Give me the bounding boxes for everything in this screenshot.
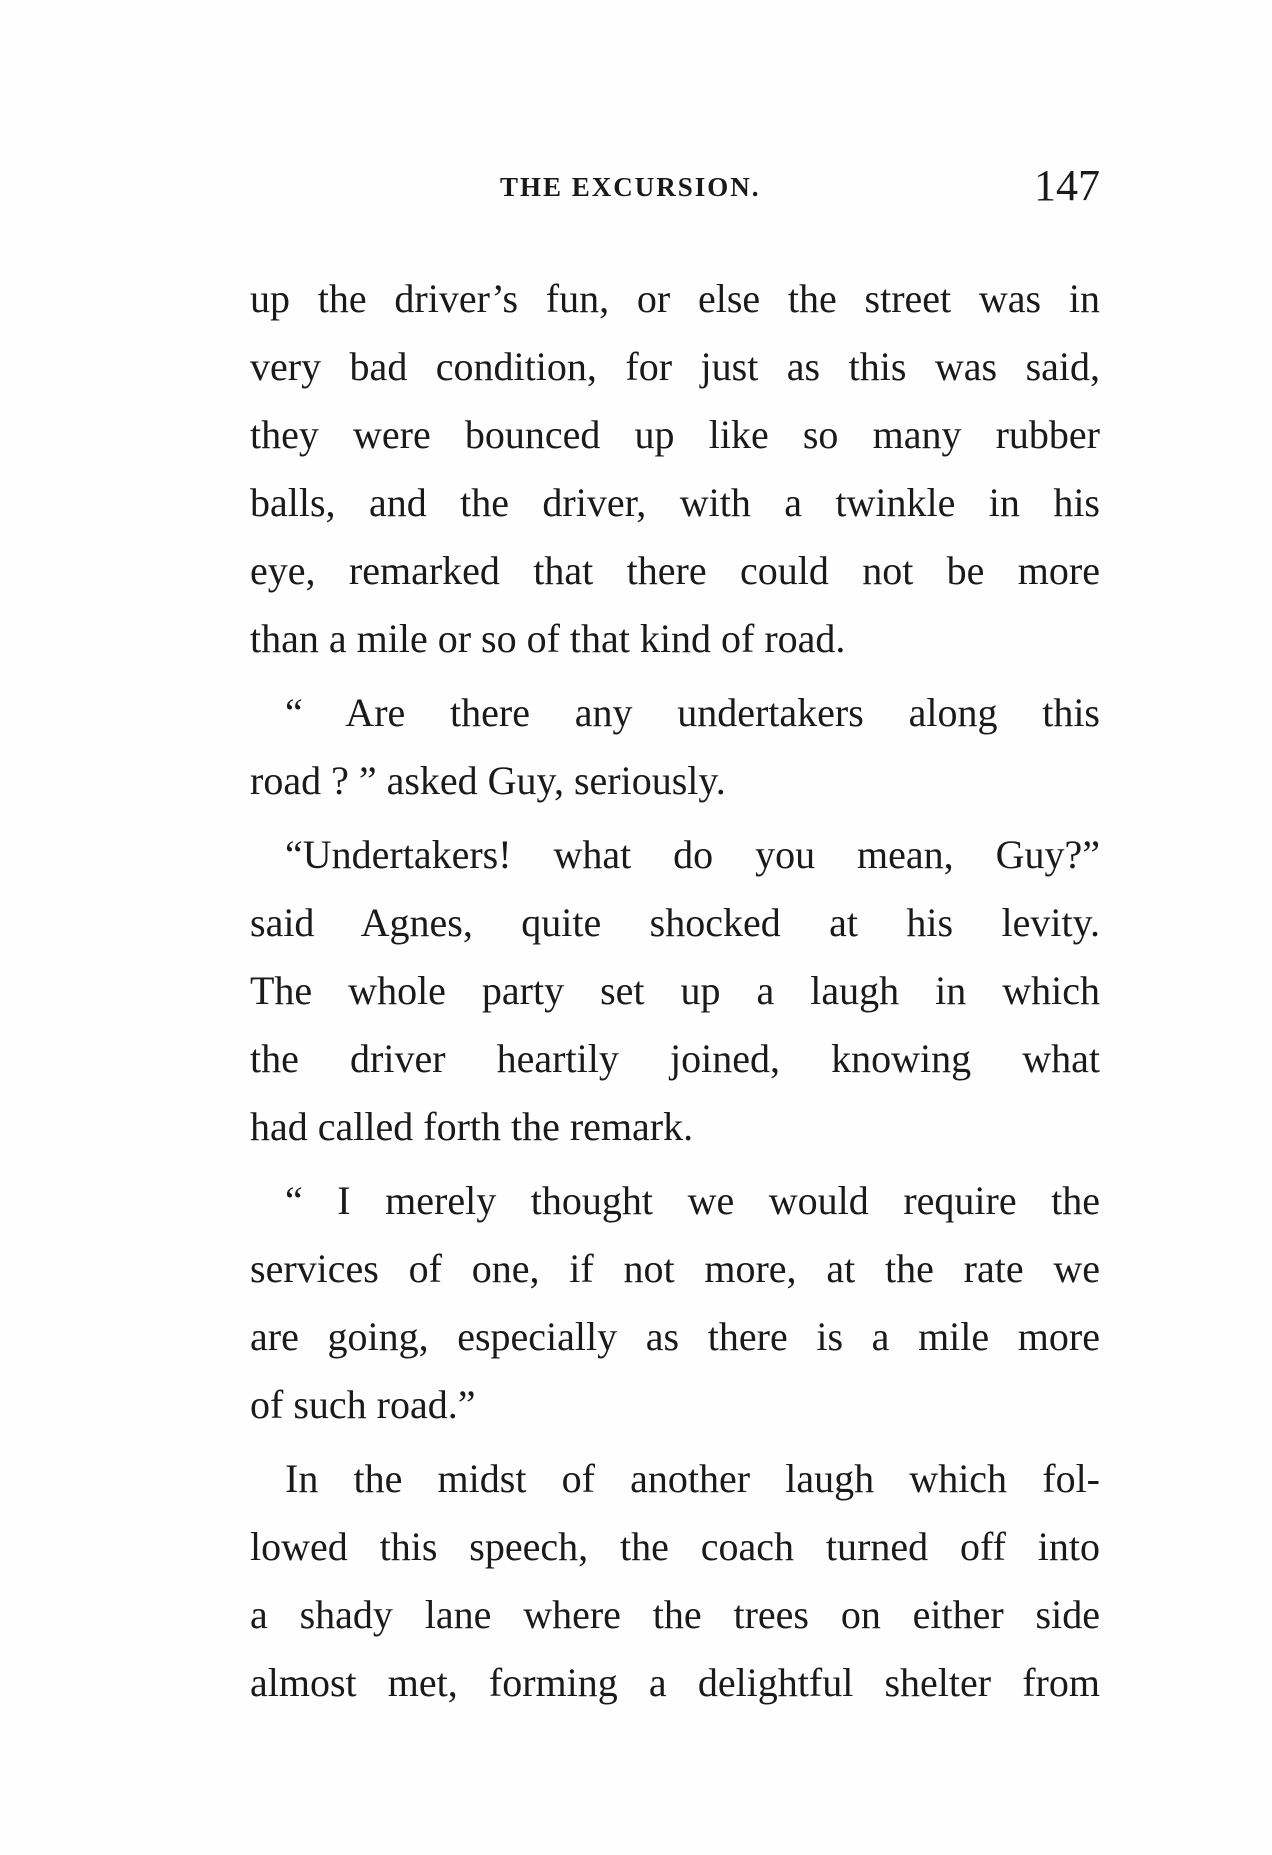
text-line: “ Are there any undertakers along this (285, 690, 1100, 735)
text-line: the driver heartily joined, knowing what (250, 1036, 1100, 1081)
body-text (250, 265, 1100, 1717)
text-line: In the midst of another laugh which fol- (285, 1456, 1100, 1501)
text-line: “Undertakers! what do you mean, Guy?” (285, 832, 1100, 877)
text-line: they were bounced up like so many rubber (250, 412, 1100, 457)
text-line: of such road.” (250, 1382, 476, 1427)
running-title: THE EXCURSION. (500, 172, 761, 202)
text-line: are going, especially as there is a mile more (250, 1314, 1100, 1359)
text-line: than a mile or so of that kind of road. (250, 616, 846, 661)
paragraph (250, 1167, 1100, 1439)
paragraph (250, 679, 1100, 815)
text-line: very bad condition, for just as this was said, (250, 344, 1100, 389)
text-line: a shady lane where the trees on either side (250, 1592, 1100, 1637)
running-head (250, 160, 1100, 210)
text-line: road ? ” asked Guy, seriously. (250, 758, 726, 803)
text-line: The whole party set up a laugh in which (250, 968, 1100, 1013)
paragraph (250, 821, 1100, 1161)
text-line: almost met, forming a delightful shelter from (250, 1660, 1100, 1705)
text-line: had called forth the remark. (250, 1104, 694, 1149)
text-line: said Agnes, quite shocked at his levity. (250, 900, 1100, 945)
paragraph (250, 1445, 1100, 1717)
text-line: up the driver’s fun, or else the street was in (250, 276, 1100, 321)
text-line: lowed this speech, the coach turned off into (250, 1524, 1100, 1569)
page-number: 147 (1034, 161, 1100, 210)
text-line: “ I merely thought we would require the (285, 1178, 1100, 1223)
text-line: services of one, if not more, at the rate we (250, 1246, 1100, 1291)
text-line: balls, and the driver, with a twinkle in his (250, 480, 1100, 525)
text-line: eye, remarked that there could not be more (250, 548, 1100, 593)
paragraph (250, 265, 1100, 673)
